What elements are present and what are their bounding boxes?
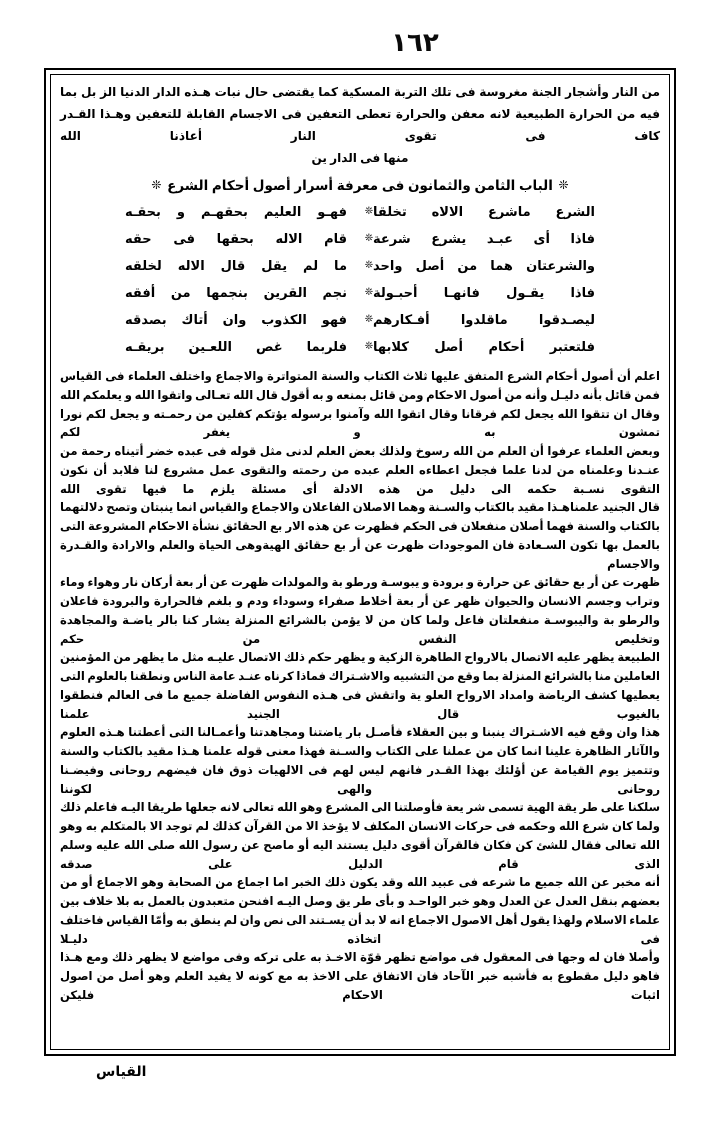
top-continuation-block bbox=[60, 81, 660, 169]
poem-verse bbox=[125, 281, 595, 308]
poem-hemistich-first: والشرعتان هما من أصل واحد bbox=[373, 259, 595, 274]
body-paragraph: وأصلا فان له وجها فى المعقول فى مواضع تظهر قوّة الاخـذ به على تركه وفى مواضع لا يظهر ذلك ومع هـذا فاهو دليل مقطوع به فأشبه خبر الآحاد فان الاتفاق على الاخذ به مع كونه لا يفيد العلم وهو أصل من اصول اثبات الاحكام فليكن bbox=[60, 950, 660, 1002]
verse-separator-icon: ❊ bbox=[364, 341, 373, 352]
text-frame-outer-rule bbox=[44, 68, 676, 1056]
verse-separator-icon: ❊ bbox=[364, 314, 373, 325]
poem-hemistich-second: ما لم يقل قال الاله لخلقه bbox=[125, 259, 347, 274]
body-prose-block bbox=[60, 367, 660, 1005]
verse-separator-icon: ❊ bbox=[364, 233, 373, 244]
body-paragraph: هذا وان وقع فيه الاشـتراك ينبنا و بين العقلاء فأصـل بار ياضتنا ومجاهدتنا وأعمـالنا التى أعطتنا هـذه العلوم والآثار الظاهرة علينا انما كان من عملنا على الكتاب والسـنة فهذا معنى قوله علمنا هـذا مقيد بالكتاب والسنة وتتميز يوم القيامة عن أؤلئك بهذا القـدر فانهم ليس لهم فى الالهيات ذوق فان فيضهم روحانى وفيضـنا روحانى والهى لكوننا bbox=[60, 725, 660, 796]
body-paragraph: أنه مخبر عن الله جميع ما شرعه فى عبيد الله وقد يكون ذلك الخبر اما اجماع من الصحابة وهو الاجماع أو من بعضهم بنقل العدل عن العدل وهو خبر الواحـد و بأى طر يق وصل اليـه افنحن متعبدون بالعمل به بلا خلاف بين علماء الاسلام ولهذا يقول أهل الاصول الاجماع انه لا بد أن يسـتند الى نص وان لم ينطق به وأمّا القياس فاختلف فى اتخاذه دليـلا bbox=[60, 875, 660, 946]
poem-hemistich-first: فاذا أى عبـد يشرع شرعة bbox=[373, 232, 595, 247]
verse-separator-icon: ❊ bbox=[364, 287, 373, 298]
top-continuation-text: من النار وأشجار الجنة مغروسة فى تلك التربة المسكية كما يقتضى حال نبات هـذه الدار الدنيا الز بل بما فيه من الحرارة الطبيعية لانه معفن والحرارة تعطى التعفين فى الاجسام القابلة للتعفين وهـذا القـدر كاف فى تقوى النار أعاذنا الله bbox=[60, 85, 660, 143]
verse-separator-icon: ❊ bbox=[364, 260, 373, 271]
text-frame-inner-rule bbox=[50, 74, 670, 1050]
page-number: ١٦٢ bbox=[391, 28, 439, 58]
ornament-icon-end: ❊ bbox=[151, 178, 162, 192]
poem-verse bbox=[125, 254, 595, 281]
poem-hemistich-second: فلربما غص اللعـين بريقـه bbox=[125, 340, 347, 355]
body-paragraph: قال الجنيد علمناهـذا مقيد بالكتاب والسـنة وهما الاصلان الفاعلان والاجماع والقياس انما ينبتان وتصح دلالتهما بالكتاب والسنة فهما أصلان منفعلان فى الحكم فظهرت عن هذه الار بع الحقائق نشأة الاحكام المشروعة التى بالعمل بها تكون السـعادة فان الموجودات ظهرت عن أر بع حقائق الهيةوهى الحياة والعلم والارادة والقـدرة والاجسام bbox=[60, 500, 660, 571]
body-paragraph: ظهرت عن أر بع حقائق عن حرارة و برودة و يبوسـة ورطو بة والمولدات ظهرت عن أر بعة أركان نار وهواء وماء وتراب وجسم الانسان والحيوان ظهر عن أر بعة أخلاط صفراء وسوداء ودم و بلغم فالحرارة والبرودة فاعلان والرطو بة واليبوسـة منفعلتان فاعل ولما كان من لا يؤمن بالشرائع المنزلة يشار كنا بالر ياضـة والمجاهدة وتخليص النفس من حكم bbox=[60, 575, 660, 646]
poem-verse bbox=[125, 308, 595, 335]
chapter-heading-text: الباب الثامن والثمانون فى معرفة أسرار أصول أحكام الشرع bbox=[167, 178, 553, 194]
body-paragraph: سلكنا على طر يقة الهية تسمى شر يعة فأوصلتنا الى المشرع وهو الله تعالى لانه جعلها طريقا اليـه فاعلم ذلك ولما كان شرع الله وحكمه فى حركات الانسان المكلف لا يؤخذ الا من القرآن كذلك لم توجد الا بالمتكلم به وهو الله تعالى فقال للشئ كن فكان فالقرآن أقوى دليل يستند اليه أو ماصح عن رسول الله صلى الله عليه وسلم الذى قام الدليل على صدقه bbox=[60, 800, 660, 871]
poem-hemistich-second: نجم القرين بنجمها من أفقه bbox=[125, 286, 347, 301]
body-paragraph: وبعض العلماء عرفوا أن العلم من الله رسوخ ولذلك بعض العلم لدنى مثل قوله فى عبده خضر أتيناه رحمة من عنـدنا وعلمناه من لدنا علما فجعل اعطاءه العلم عبده من رحمته والتقوى عمل مشروع لنا فلابد أن نكون التقوى نسـبة حكمه الى دليل من هذه الادلة أى مسئلة يلزم ما فيها تقوى الله bbox=[60, 444, 660, 496]
poem-hemistich-first: فاذا يقـول فانهـا أحبـولة bbox=[373, 286, 595, 301]
poem-hemistich-second: فهو الكذوب وان أتاك بصدقه bbox=[125, 313, 347, 328]
verse-separator-icon: ❊ bbox=[364, 206, 373, 217]
poem-block bbox=[125, 200, 595, 362]
poem-hemistich-second: قام الاله بحقها فى حقه bbox=[125, 232, 347, 247]
chapter-heading bbox=[60, 173, 660, 198]
poem-hemistich-first: ليصـدقوا ماقلدوا أفـكارهم bbox=[373, 313, 595, 328]
poem-hemistich-second: فهـو العليم بحقهـم و بحقـه bbox=[125, 205, 347, 220]
poem-hemistich-first: الشرع ماشرع الالاه تخلقا bbox=[373, 205, 595, 220]
ornament-icon-start: ❊ bbox=[558, 178, 569, 192]
catchword: القياس bbox=[96, 1064, 147, 1080]
poem-verse bbox=[125, 335, 595, 362]
body-paragraph: اعلم أن أصول أحكام الشرع المتفق عليها ثلاث الكتاب والسنة المتواترة والاجماع واختلف العلماء فى القياس فمن قائل بأنه دليـل وأنه من أصول الاحكام ومن قائل بمنعه و به أقول قال الله تعـالى واتقوا الله و يعلمكم الله وقال ان تتقوا الله يجعل لكم فرقانا وقال اتقوا الله وآمنوا برسوله يؤتكم كفلين من رحمـته و يجعل لكم نورا تمشون به و يغفر لكم bbox=[60, 369, 660, 440]
poem-verse bbox=[125, 227, 595, 254]
poem-hemistich-first: فلتعتبر أحكام أصل كلابها bbox=[373, 340, 595, 355]
body-paragraph: الطبيعة يظهر عليه الاتصال بالارواح الطاهرة الزكية و يظهر حكم ذلك الاتصال عليـه مثل ما يظهر من المؤمنين العاملين منا بالشرائع المنزلة بما وقع من التشبيه والاشـتراك فماذا كرناه عنـد عامة الناس ونطقنا بالعلوم التى يعطيها كشف الرياضة وامداد الارواح العلو ية واتقش فى هـذه النفوس الفاضلة جميع ما فى العالم فنطقوا بالغيوب قال الجنيد علمنا bbox=[60, 650, 660, 721]
poem-verse bbox=[125, 200, 595, 227]
top-continuation-tail: منها فى الدار ين bbox=[311, 151, 409, 165]
